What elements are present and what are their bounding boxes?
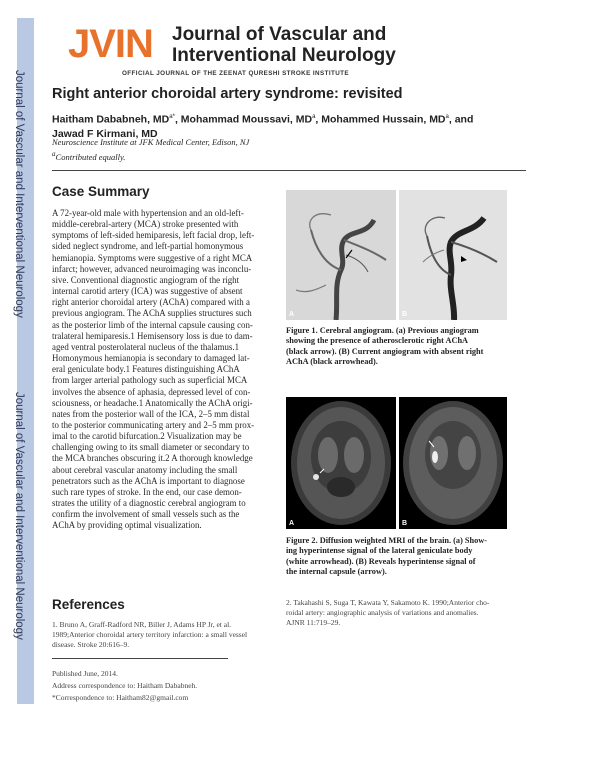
- caption-line: Figure 1. Cerebral angiogram. (a) Previous angiogram: [286, 326, 479, 335]
- body-text-line: previous angiogram. The AChA supplies structures such: [52, 308, 252, 319]
- body-text-line: involves the absence of aphasia, depressed level of con-: [52, 386, 251, 397]
- case-summary-heading: Case Summary: [52, 184, 150, 199]
- body-text-line: from larger arterial pathology such as superficial MCA: [52, 375, 248, 386]
- contribution-text: Contributed equally.: [55, 151, 126, 162]
- mri-image-a: [286, 397, 396, 529]
- angiogram-image-a: [286, 190, 396, 320]
- author-list: Haitham Dababneh, $MD^{a*}$, Mohammad Moussavi, $MD^a$, Mohammed Hussain, $MD^a$, and Jawad F Kirmani, MD: [52, 113, 474, 140]
- affiliation: Neuroscience Institute at JFK Medical Center, Edison, NJ: [52, 137, 250, 147]
- body-text-line: tralateral hemiparesis.1 Hemisensory loss is due to dam-: [52, 330, 253, 341]
- caption-line: Figure 2. Diffusion weighted MRI of the brain. (a) Show-: [286, 536, 488, 545]
- body-text-line: sided neglect syndrome, and left-partial homonymous: [52, 241, 244, 252]
- logo-mark: JVIN: [68, 22, 153, 66]
- footer-divider: [52, 658, 228, 659]
- header-divider: [52, 170, 526, 171]
- reference-1: [52, 620, 282, 649]
- reference-line: disease. Stroke 20:616–9.: [52, 639, 130, 649]
- body-text-line: AChA by providing optimal visualization.: [52, 520, 202, 531]
- body-text-line: penetrators such as the AChA is important to diagnose: [52, 475, 245, 486]
- article-title: Right anterior choroidal artery syndrome: revisited: [52, 86, 403, 102]
- caption-line: showing the presence of atherosclerotic right AChA: [286, 336, 469, 346]
- body-text-line: eral geniculate body.1 Features distinguishing AChA: [52, 364, 240, 375]
- panel-label: B: [402, 311, 408, 318]
- reference-line: 1989;Anterior choroidal artery territory infarction: a small vessel: [52, 629, 248, 639]
- angiogram-image-b: [399, 190, 507, 320]
- logo-title-line-2: Interventional Neurology: [172, 45, 396, 66]
- figure1-caption: [286, 326, 511, 368]
- body-text-line: confirm the involvement of small vessels such as the: [52, 509, 240, 520]
- body-text-line: symptoms of left-sided hemiparesis, left facial drop, left-: [52, 230, 255, 241]
- body-text-line: as the posterior limb of the internal capsule causing con-: [52, 319, 253, 330]
- body-text-line: infarct; however, advanced neuroimaging was inconclu-: [52, 263, 252, 274]
- contribution-note: [52, 150, 125, 162]
- logo-title: [172, 24, 396, 66]
- body-text-line: to the posterior communicating artery and 2–5 mm prox-: [52, 419, 255, 430]
- panel-label: A: [289, 520, 295, 527]
- figure2-panel-b: [399, 397, 507, 529]
- caption-line: the internal capsule (arrow).: [286, 567, 387, 577]
- panel-label: A: [289, 311, 295, 318]
- author-name: Haitham Dababneh, MD: [52, 113, 170, 126]
- author-name: Mohammad Moussavi, MD: [180, 113, 313, 126]
- caption-line: (white arrowhead). (B) Reveals hyperintense signal of: [286, 556, 476, 566]
- reference-line: 2. Takahashi S, Suga T, Kawata Y, Sakamoto K. 1990;Anterior cho-: [286, 598, 490, 607]
- body-text-line: strates the utility of a diagnostic cerebral angiogram to: [52, 498, 246, 509]
- sidebar-journal-name-top: Journal of Vascular and Interventional Neurology: [13, 70, 25, 318]
- caption-line: AChA (black arrowhead).: [286, 357, 378, 367]
- correspondence-email: *Correspondence to: Haitham82@gmail.com: [52, 693, 189, 702]
- body-text-line: about cerebral vascular anatomy including the small: [52, 464, 238, 475]
- author-sup: a*: [169, 114, 175, 120]
- logo-title-line-1: Journal of Vascular and: [172, 24, 387, 45]
- caption-line: (black arrow). (B) Current angiogram with absent right: [286, 346, 484, 356]
- reference-line: 1. Bruno A, Graff-Radford NR, Biller J, Adams HP Jr, et al.: [52, 620, 232, 629]
- caption-line: ing hyperintense signal of the lateral geniculate body: [286, 546, 473, 556]
- author-sup: a: [312, 114, 316, 120]
- journal-logo: [68, 22, 408, 82]
- correspondence-address: Address correspondence to: Haitham Dababneh.: [52, 681, 198, 690]
- body-text-line: A 72-year-old male with hypertension and an old-left-: [52, 208, 244, 218]
- figure1-panel-b: [399, 190, 507, 320]
- body-text-line: challenging owing to its small diameter or secondary to: [52, 442, 250, 453]
- reference-line: AJNR 11:719–29.: [286, 617, 341, 627]
- sidebar-journal-name-bottom: Journal of Vascular and Interventional Neurology: [13, 392, 25, 640]
- panel-label: B: [402, 520, 408, 527]
- author-name: Jawad F Kirmani, MD: [52, 127, 158, 140]
- body-text-line: right anterior choroidal artery (AChA) compared with a: [52, 297, 250, 308]
- figure1-panel-a: [286, 190, 396, 320]
- reference-line: roidal artery: angiographic analysis of variations and anomalies.: [286, 607, 479, 617]
- author-name: Mohammed Hussain, MD: [321, 113, 446, 126]
- reference-2: [286, 598, 516, 627]
- author-sup: a: [445, 114, 449, 120]
- body-text-line: middle-cerebral-artery (MCA) stroke presented with: [52, 219, 239, 230]
- body-text-line: internal carotid artery (ICA) was suggestive of absent: [52, 286, 243, 297]
- body-text-line: hemianopia. Symptoms were suggestive of a right MCA: [52, 252, 253, 263]
- body-text-line: aged ventral posterolateral nucleus of the thalamus.1: [52, 341, 240, 352]
- body-text-line: such rare types of stroke. In the end, our case demon-: [52, 486, 242, 497]
- body-text-line: Homonymous hemianopia is secondary to damaged lat-: [52, 353, 250, 364]
- body-text-line: imal to the carotid bifurcation.2 Visualization may be: [52, 431, 242, 442]
- body-text-line: sciousness, or headache.1 Anatomically the AChA origi-: [52, 397, 253, 408]
- body-text-line: the MCA branches obscuring it.2 A thorough knowledge: [52, 453, 253, 464]
- case-summary-body: [52, 208, 276, 532]
- figure2-caption: [286, 536, 511, 578]
- mri-image-b: [399, 397, 507, 529]
- references-heading: References: [52, 597, 125, 612]
- figure2-panel-a: [286, 397, 396, 529]
- published-date: Published June, 2014.: [52, 669, 118, 678]
- logo-subtitle: OFFICIAL JOURNAL OF THE ZEENAT QURESHI STROKE INSTITUTE: [122, 70, 350, 77]
- contribution-sup: a: [52, 150, 56, 158]
- body-text-line: nates from the posterior wall of the ICA, 2–5 mm distal: [52, 408, 250, 419]
- body-text-line: sive. Conventional diagnostic angiogram of the right: [52, 274, 240, 285]
